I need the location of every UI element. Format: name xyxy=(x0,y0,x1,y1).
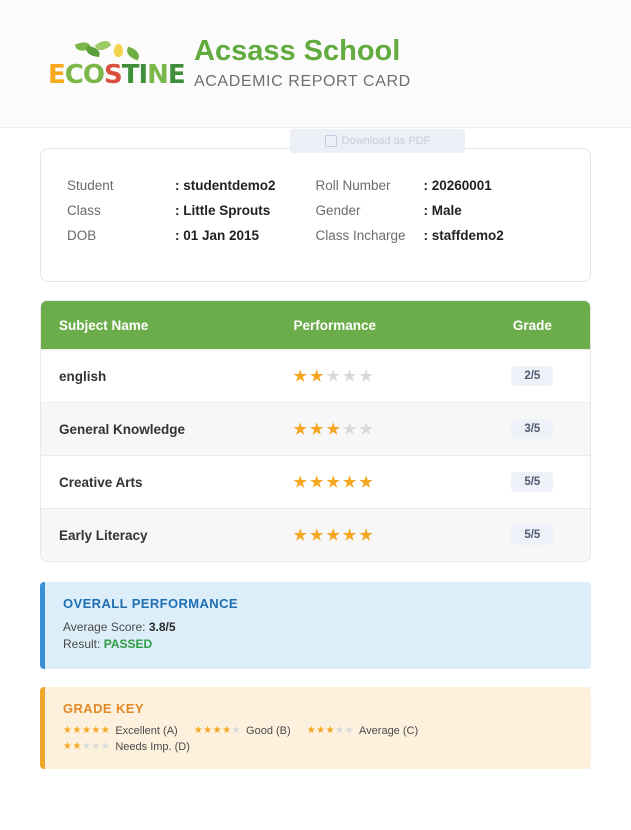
info-label: Gender xyxy=(315,203,361,218)
info-value: : Little Sprouts xyxy=(175,203,271,218)
star-icon: ★ xyxy=(309,473,327,491)
star-icon: ★ xyxy=(325,725,336,736)
star-rating xyxy=(294,528,376,543)
cell-subject: english xyxy=(41,350,294,403)
star-icon: ★ xyxy=(344,725,355,736)
logo-letter: C xyxy=(64,59,83,90)
cell-grade xyxy=(475,403,590,456)
grade-badge: 5/5 xyxy=(511,525,553,545)
star-icon: ★ xyxy=(72,741,82,752)
grade-key-label: Needs Imp. (D) xyxy=(115,741,190,753)
star-icon: ★ xyxy=(293,526,310,544)
cell-grade xyxy=(475,350,590,403)
star-icon: ★ xyxy=(63,741,73,752)
star-rating xyxy=(63,742,110,752)
grade-key-item xyxy=(307,725,418,737)
star-icon: ★ xyxy=(212,725,223,736)
star-icon: ★ xyxy=(359,473,376,491)
star-icon: ★ xyxy=(342,473,360,491)
info-value: : 20260001 xyxy=(423,178,492,193)
star-icon: ★ xyxy=(193,725,204,736)
star-icon: ★ xyxy=(306,725,317,736)
star-icon: ★ xyxy=(359,367,376,385)
download-pdf-button[interactable] xyxy=(290,129,465,153)
cell-performance xyxy=(294,456,475,509)
star-rating xyxy=(307,726,354,736)
star-icon: ★ xyxy=(326,526,343,544)
result-label: Result: xyxy=(63,637,101,651)
grade-key-panel xyxy=(40,687,591,769)
star-icon: ★ xyxy=(293,420,310,438)
star-icon: ★ xyxy=(293,367,310,385)
grade-key-items xyxy=(63,725,573,753)
star-icon: ★ xyxy=(100,741,111,752)
star-icon: ★ xyxy=(342,420,360,438)
star-icon: ★ xyxy=(326,367,343,385)
average-score-label: Average Score: xyxy=(63,620,146,634)
info-row xyxy=(316,198,565,223)
grade-key-label: Average (C) xyxy=(359,725,419,737)
star-icon: ★ xyxy=(342,367,360,385)
school-name: Acsass School xyxy=(194,34,401,67)
logo-decoration-icon xyxy=(74,40,144,62)
cell-performance xyxy=(294,350,475,403)
grade-key-item xyxy=(63,741,190,753)
grade-key-label: Excellent (A) xyxy=(115,725,178,737)
table-row xyxy=(41,350,590,403)
info-label: Roll Number xyxy=(315,178,391,193)
info-row xyxy=(316,173,565,198)
cell-performance xyxy=(294,403,475,456)
info-value: : 01 Jan 2015 xyxy=(175,228,260,243)
star-icon: ★ xyxy=(91,725,101,736)
grade-key-title: GRADE KEY xyxy=(63,701,144,716)
logo-letter: N xyxy=(147,59,168,90)
report-content xyxy=(0,148,631,769)
cell-performance xyxy=(294,509,475,562)
average-score-line xyxy=(63,619,573,636)
info-row xyxy=(67,223,316,248)
logo-letter: O xyxy=(82,59,104,90)
cell-subject: Creative Arts xyxy=(41,456,294,509)
star-icon: ★ xyxy=(72,725,82,736)
info-label: DOB xyxy=(67,228,97,243)
column-header-subject: Subject Name xyxy=(41,301,294,350)
student-info-left-column xyxy=(67,173,316,253)
result-line xyxy=(63,636,573,653)
school-logo xyxy=(48,40,185,94)
grade-key-item xyxy=(194,725,291,737)
star-icon: ★ xyxy=(316,725,326,736)
info-value: : studentdemo2 xyxy=(175,178,276,193)
star-icon: ★ xyxy=(309,526,327,544)
cell-grade xyxy=(475,456,590,509)
star-icon: ★ xyxy=(91,741,101,752)
logo-letter: S xyxy=(103,59,122,90)
star-icon: ★ xyxy=(359,420,376,438)
star-rating xyxy=(63,726,110,736)
info-label: Class Incharge xyxy=(315,228,406,243)
table-row xyxy=(41,509,590,562)
column-header-grade: Grade xyxy=(475,301,590,350)
logo-letter: I xyxy=(138,59,148,90)
star-rating xyxy=(294,422,376,437)
column-header-performance: Performance xyxy=(294,301,475,350)
star-icon: ★ xyxy=(222,725,232,736)
star-icon: ★ xyxy=(203,725,213,736)
star-icon: ★ xyxy=(335,725,345,736)
result-value: PASSED xyxy=(103,637,153,651)
marks-table xyxy=(41,301,590,561)
table-row xyxy=(41,456,590,509)
table-row xyxy=(41,403,590,456)
grade-key-item xyxy=(63,725,178,737)
star-icon: ★ xyxy=(309,367,327,385)
logo-letter: E xyxy=(48,59,65,90)
report-subtitle: ACADEMIC REPORT CARD xyxy=(194,73,411,91)
overall-performance-title: OVERALL PERFORMANCE xyxy=(63,596,238,611)
cell-grade xyxy=(475,509,590,562)
page-header xyxy=(0,0,631,128)
cell-subject: General Knowledge xyxy=(41,403,294,456)
average-score-value: 3.8/5 xyxy=(148,620,176,634)
star-icon: ★ xyxy=(342,526,360,544)
cell-subject: Early Literacy xyxy=(41,509,294,562)
logo-letter: E xyxy=(167,59,185,90)
star-icon: ★ xyxy=(63,725,73,736)
star-icon: ★ xyxy=(231,725,242,736)
info-label: Class xyxy=(67,203,101,218)
header-title-block xyxy=(194,36,411,92)
info-value: : Male xyxy=(423,203,462,218)
marks-table-head xyxy=(41,301,590,350)
grade-key-label: Good (B) xyxy=(246,725,291,737)
table-header-row xyxy=(41,301,590,350)
info-row xyxy=(67,173,316,198)
star-rating xyxy=(194,726,241,736)
star-icon: ★ xyxy=(100,725,111,736)
marks-table-body xyxy=(41,350,590,562)
star-icon: ★ xyxy=(326,473,343,491)
info-label: Student xyxy=(67,178,114,193)
logo-letter: T xyxy=(121,59,139,90)
star-icon: ★ xyxy=(326,420,343,438)
download-icon xyxy=(325,135,337,147)
download-pdf-label: Download as PDF xyxy=(341,135,431,147)
star-icon: ★ xyxy=(81,741,92,752)
grade-badge: 2/5 xyxy=(511,366,553,386)
grade-badge: 3/5 xyxy=(511,419,553,439)
star-icon: ★ xyxy=(309,420,327,438)
info-value: : staffdemo2 xyxy=(423,228,504,243)
star-icon: ★ xyxy=(293,473,310,491)
marks-table-wrapper xyxy=(40,300,591,562)
student-info-card xyxy=(40,148,591,282)
star-rating xyxy=(294,475,376,490)
info-row xyxy=(67,198,316,223)
grade-badge: 5/5 xyxy=(511,472,553,492)
info-row xyxy=(316,223,565,248)
student-info-right-column xyxy=(316,173,565,253)
star-icon: ★ xyxy=(359,526,376,544)
logo-wordmark xyxy=(48,59,185,90)
star-rating xyxy=(294,369,376,384)
overall-performance-panel xyxy=(40,582,591,669)
star-icon: ★ xyxy=(81,725,92,736)
